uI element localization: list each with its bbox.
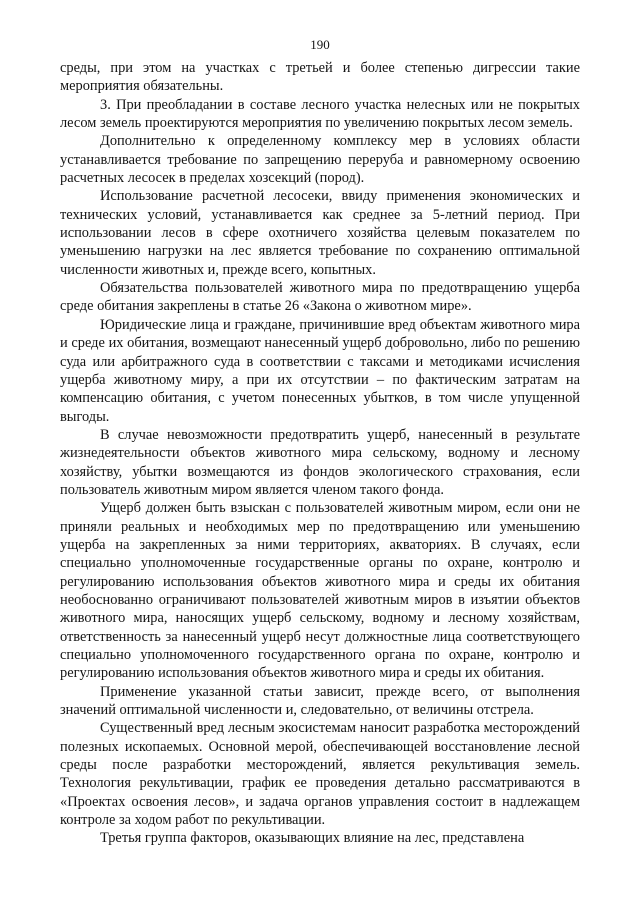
paragraph: Обязательства пользователей животного мира по предотвращению ущерба среде обитания закреплены в статье 26 «Закона о животном мире». xyxy=(60,280,580,315)
paragraph: Использование расчетной лесосеки, ввиду применения экономических и технических условий, устанавливается как среднее за 5-летний период. При использовании лесов в сфере охотничего хозяйства целевым показателем по уменьшению нагрузки на лес является требование по сохранению оптимальной численности животных и, прежде всего, копытных. xyxy=(60,188,580,278)
paragraph-item-3: 3. При преобладании в составе лесного участка нелесных или не покрытых лесом земель проектируются мероприятия по увеличению покрытых лесом земель. xyxy=(60,96,580,132)
document-page xyxy=(60,0,580,905)
body-text xyxy=(60,59,580,848)
paragraph: Дополнительно к определенному комплексу мер в условиях области устанавливается требование по запрещению переруба и равномерному освоению расчетных лесосек в пределах хозсекций (пород). xyxy=(60,133,580,187)
paragraph-last: Третья группа факторов, оказывающих влияние на лес, представлена xyxy=(100,830,525,847)
paragraph: Ущерб должен быть взыскан с пользователей животным миром, если они не приняли реальных и необходимых мер по предотвращению или уменьшению ущерба на закрепленных за ними территориях, акваториях. В случаях, если специально уполномоченные государственные органы по охране, контролю и регулированию использования объектов животного мира и среды их обитания необоснованно ограничивают пользователей животным миров в изъятии объектов животного мира, наносящих ущерб сельскому, водному и лесному хозяйствам, ответственность за нанесенный ущерб несут должностные лица соответствующего специально уполномоченного государственного органа по охране, контролю и регулированию использования объектов животного мира и среды их обитания. xyxy=(60,500,580,682)
paragraph: Существенный вред лесным экосистемам наносит разработка месторождений полезных ископаемых. Основной мерой, обеспечивающей восстановление лесной среды после разработки месторождений, является рекультивация земель. Технология рекультивации, график ее проведения детально рассматриваются в «Проектах освоения лесов», и задача органов управления состоит в надлежащем контроле за ходом работ по рекультивации. xyxy=(60,720,580,829)
paragraph-continuation: среды, при этом на участках с третьей и более степенью дигрессии такие мероприятия обязательны. xyxy=(60,60,580,95)
paragraph: Юридические лица и граждане, причинившие вред объектам животного мира и среде их обитания, возмещают нанесенный ущерб добровольно, либо по решению суда или арбитражного суда в соответствии с таксами и методиками исчисления ущерба животному миру, а при их отсутствии – по фактическим затратам на компенсацию обитания, с учетом понесенных убытков, в том числе упущенной выгоды. xyxy=(60,316,580,425)
paragraph: В случае невозможности предотвратить ущерб, нанесенный в результате жизнедеятельности объектов животного мира сельскому, водному и лесному хозяйству, убытки возмещаются из фондов экологического страхования, если пользователь животным миром является членом такого фонда. xyxy=(60,426,580,498)
page-number: 190 xyxy=(310,37,330,52)
paragraph: Применение указанной статьи зависит, прежде всего, от выполнения значений оптимальной численности и, следовательно, от величины отстрела. xyxy=(60,683,580,719)
